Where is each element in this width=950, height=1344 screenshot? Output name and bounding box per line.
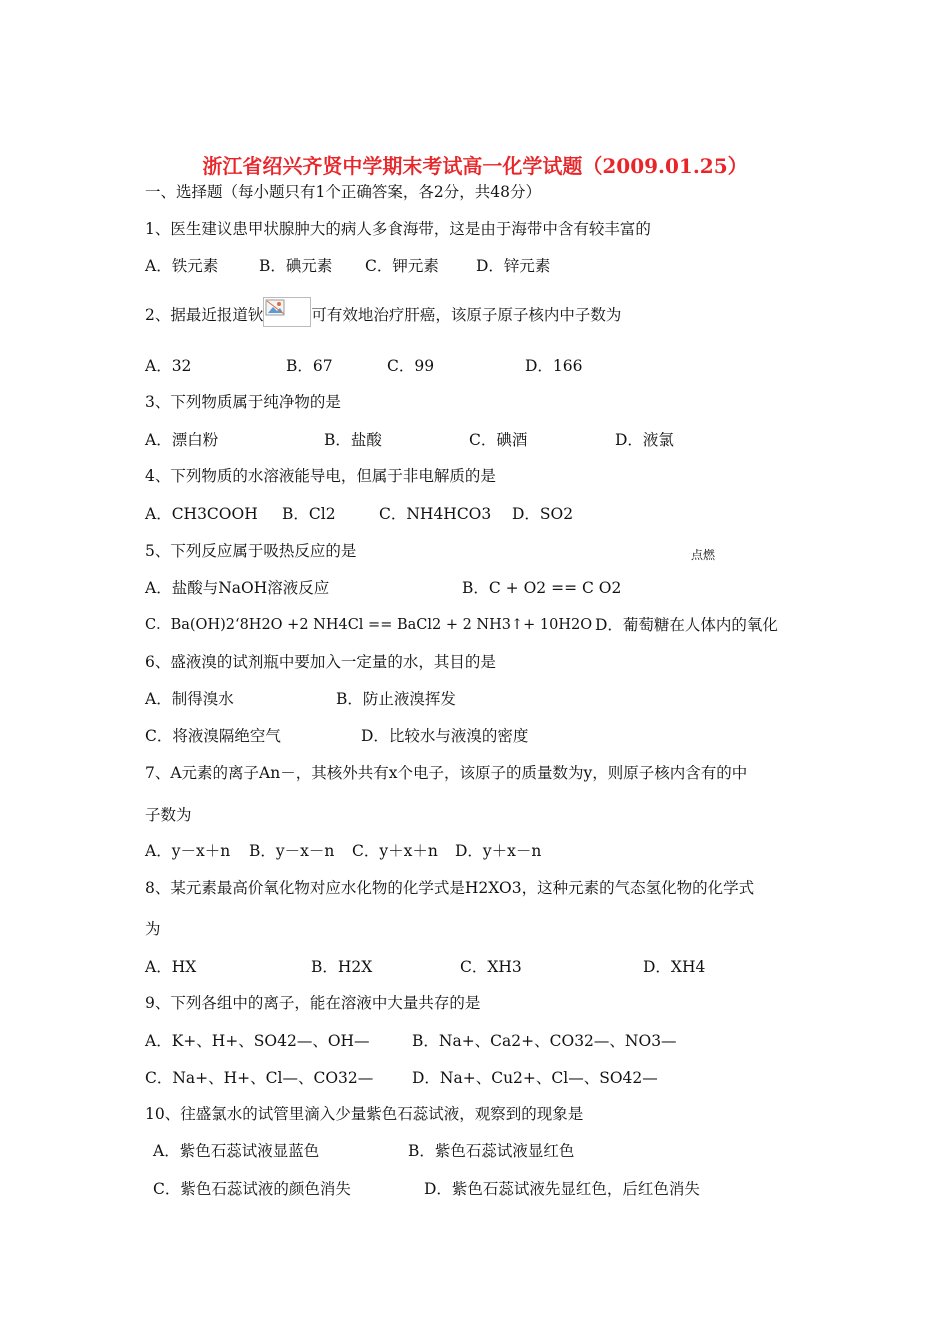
q8-option-c: C．XH3 xyxy=(460,958,522,976)
question-9-stem: 9、下列各组中的离子，能在溶液中大量共存的是 xyxy=(145,994,481,1012)
q4-option-a: A．CH3COOH xyxy=(145,505,258,523)
q1-option-d: D．锌元素 xyxy=(476,257,551,275)
q8-option-b: B．H2X xyxy=(311,958,373,976)
q6-option-c: C．将液溴隔绝空气 xyxy=(145,727,281,745)
q4-option-c: C．NH4HCO3 xyxy=(379,505,492,523)
q2-option-a: A．32 xyxy=(145,357,192,375)
q6-option-b: B．防止液溴挥发 xyxy=(336,690,456,708)
q3-option-b: B．盐酸 xyxy=(324,431,382,449)
q2-option-c: C．99 xyxy=(387,357,435,375)
q3-option-d: D．液氯 xyxy=(615,431,674,449)
q4-option-b: B．Cl2 xyxy=(282,505,336,523)
question-8-stem-line1: 8、某元素最高价氧化物对应水化物的化学式是H2XO3，这种元素的气态氢化物的化学式 xyxy=(145,879,755,897)
q10-option-b: B．紫色石蕊试液显红色 xyxy=(408,1142,575,1160)
q8-option-a: A．HX xyxy=(145,958,197,976)
question-7-stem-line1: 7、A元素的离子An－，其核外共有x个电子，该原子的质量数为y，则原子核内含有的中 xyxy=(145,764,748,782)
q3-option-a: A．漂白粉 xyxy=(145,431,219,449)
q7-option-a: A．y－x＋n xyxy=(145,842,231,860)
question-2-stem xyxy=(145,303,621,327)
q5-option-b: B．C + O2 == C O2 xyxy=(462,579,622,597)
q7-option-b: B．y－x－n xyxy=(249,842,335,860)
q1-option-b: B．碘元素 xyxy=(259,257,333,275)
question-1-stem: 1、医生建议患甲状腺肿大的病人多食海带，这是由于海带中含有较丰富的 xyxy=(145,220,651,238)
q10-option-c: C．紫色石蕊试液的颜色消失 xyxy=(153,1180,351,1198)
q9-option-a: A．K+、H+、SO42—、OH— xyxy=(145,1032,370,1050)
q2-option-d: D．166 xyxy=(525,357,583,375)
broken-image-icon xyxy=(263,297,311,327)
q5-option-a: A．盐酸与NaOH溶液反应 xyxy=(145,579,330,597)
q5-option-d: D．葡萄糖在人体内的氧化 xyxy=(595,616,778,634)
q2-stem-post: 可有效地治疗肝癌，该原子原子核内中子数为 xyxy=(311,306,622,324)
q4-option-d: D．SO2 xyxy=(512,505,574,523)
q5-option-c: C．Ba(OH)2‘8H2O +2 NH4Cl == BaCl2 + 2 NH3↑+ 10H2O xyxy=(145,617,593,633)
question-6-stem: 6、盛液溴的试剂瓶中要加入一定量的水，其目的是 xyxy=(145,653,496,671)
q2-option-b: B．67 xyxy=(286,357,333,375)
exam-title: 浙江省绍兴齐贤中学期末考试高一化学试题（2009.01.25） xyxy=(202,154,748,178)
question-7-stem-line2: 子数为 xyxy=(145,806,192,824)
question-5-stem: 5、下列反应属于吸热反应的是 xyxy=(145,542,357,560)
q7-option-c: C．y＋x＋n xyxy=(352,842,438,860)
reaction-condition-label: 点燃 xyxy=(691,548,716,562)
q1-option-c: C．钾元素 xyxy=(365,257,439,275)
question-3-stem: 3、下列物质属于纯净物的是 xyxy=(145,393,341,411)
q6-option-a: A．制得溴水 xyxy=(145,690,234,708)
q2-stem-pre: 2、据最近报道钬 xyxy=(145,306,264,324)
q10-option-d: D．紫色石蕊试液先显红色，后红色消失 xyxy=(424,1180,700,1198)
q8-option-d: D．XH4 xyxy=(643,958,706,976)
q1-option-a: A．铁元素 xyxy=(145,257,219,275)
question-10-stem: 10、往盛氯水的试管里滴入少量紫色石蕊试液，观察到的现象是 xyxy=(145,1105,584,1123)
q9-option-d: D．Na+、Cu2+、Cl—、SO42— xyxy=(412,1069,658,1087)
section-heading: 一、选择题（每小题只有1个正确答案，各2分，共48分） xyxy=(145,183,541,201)
q9-option-b: B．Na+、Ca2+、CO32—、NO3— xyxy=(412,1032,677,1050)
q9-option-c: C．Na+、H+、Cl—、CO32— xyxy=(145,1069,374,1087)
q6-option-d: D．比较水与液溴的密度 xyxy=(361,727,529,745)
q7-option-d: D．y＋x－n xyxy=(455,842,542,860)
q10-option-a: A．紫色石蕊试液显蓝色 xyxy=(153,1142,320,1160)
question-4-stem: 4、下列物质的水溶液能导电，但属于非电解质的是 xyxy=(145,467,496,485)
question-8-stem-line2: 为 xyxy=(145,920,161,938)
q3-option-c: C．碘酒 xyxy=(469,431,528,449)
